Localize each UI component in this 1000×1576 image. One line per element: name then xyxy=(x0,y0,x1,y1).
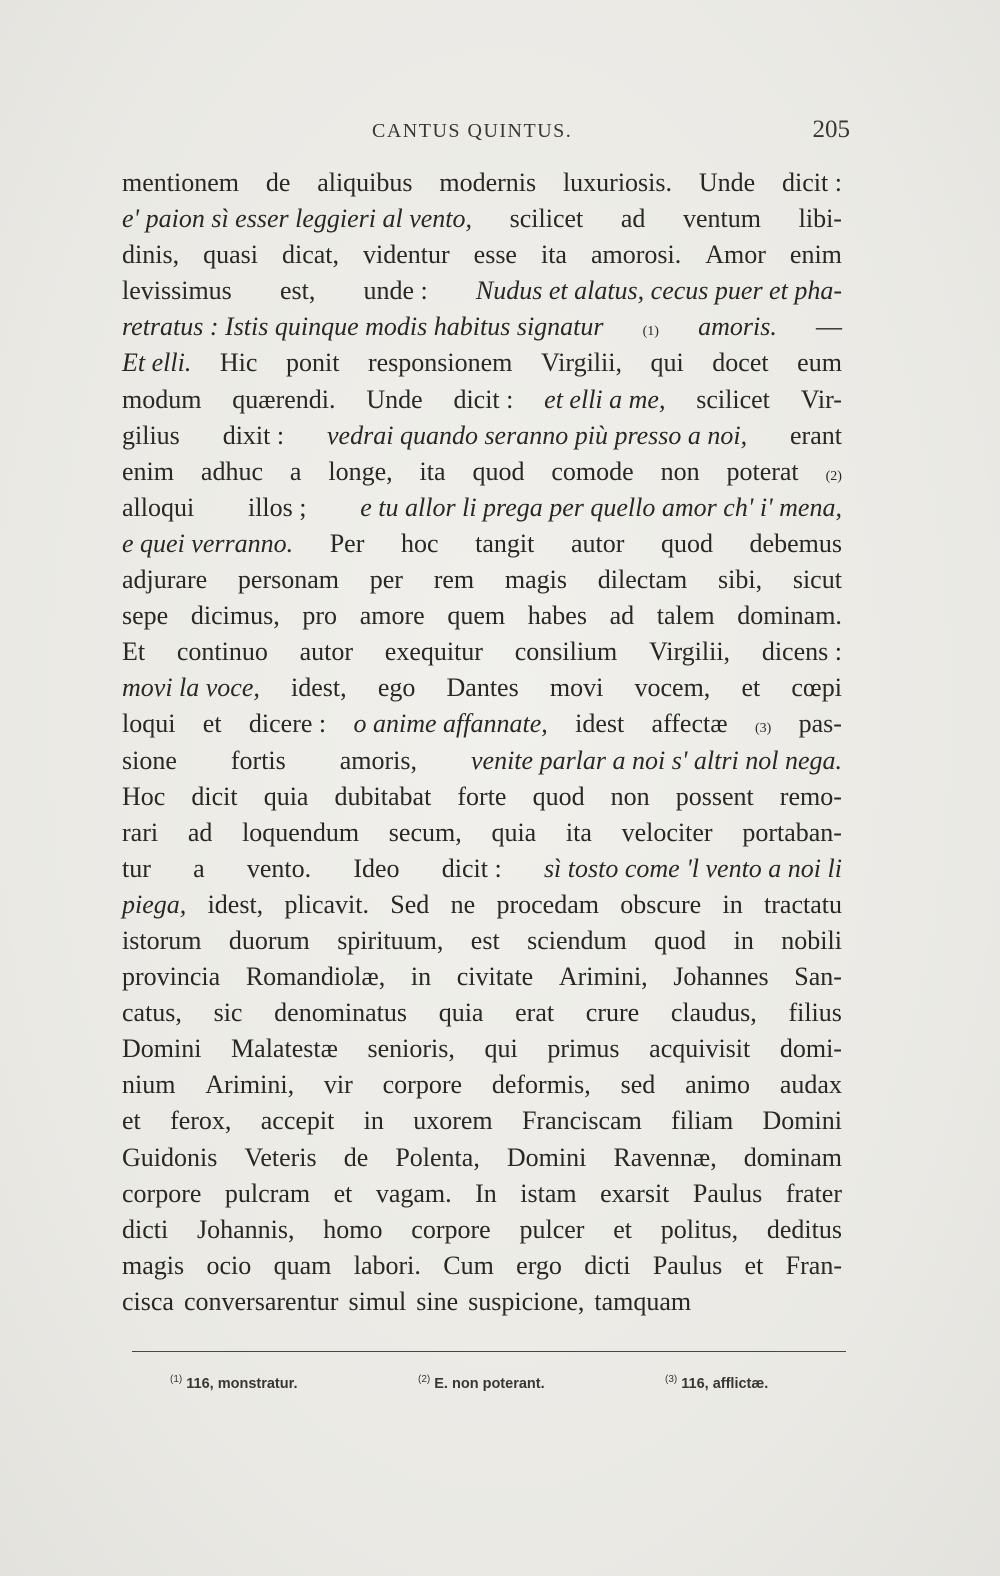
text-segment: dicimus, xyxy=(190,601,280,631)
text-line: enim adhuc a longe, ita quod comode non poterat (2) xyxy=(122,454,842,490)
text-segment: dilectam xyxy=(597,565,688,595)
text-segment: et xyxy=(744,1250,764,1280)
text-segment: autor xyxy=(570,528,625,558)
text-segment: quem xyxy=(447,601,506,631)
text-segment: quod xyxy=(654,925,707,955)
text-segment: mentionem xyxy=(122,168,239,197)
text-segment: longe, xyxy=(328,456,393,486)
text-segment: a xyxy=(289,456,302,486)
text-segment: istam xyxy=(520,1178,577,1208)
text-segment: modum xyxy=(122,384,202,414)
text-segment: loqui xyxy=(122,709,176,739)
text-segment: nium xyxy=(122,1070,176,1100)
text-segment: Nudus et alatus, cecus puer et pha- xyxy=(475,276,842,306)
text-segment: docet xyxy=(712,348,769,378)
text-line xyxy=(122,851,842,887)
text-line xyxy=(122,237,842,273)
text-segment: claudus, xyxy=(670,998,757,1028)
text-segment: filiam xyxy=(671,1106,734,1136)
text-segment: sibi, xyxy=(718,565,763,595)
text-segment: catus, xyxy=(122,998,182,1028)
text-segment: non xyxy=(610,781,650,811)
text-segment: responsionem xyxy=(367,348,513,378)
footnote-mark: (3) xyxy=(665,1374,678,1385)
text-segment: ponit xyxy=(285,348,340,378)
text-segment: scilicet xyxy=(509,204,584,234)
text-segment: portaban- xyxy=(742,817,842,847)
text-line xyxy=(122,273,842,309)
text-segment: et xyxy=(202,709,222,739)
text-segment: duorum xyxy=(228,925,310,955)
text-segment: ocio xyxy=(206,1250,252,1280)
text-segment: Polenta, xyxy=(395,1142,480,1172)
text-segment: primus xyxy=(547,1034,620,1064)
text-segment: ego xyxy=(377,673,416,703)
text-segment: quasi xyxy=(203,240,258,270)
text-segment: sione xyxy=(122,745,177,775)
text-segment: possent xyxy=(675,781,754,811)
text-segment: exarsit xyxy=(600,1178,670,1208)
text-line xyxy=(122,995,842,1031)
text-segment: corpore xyxy=(382,1070,463,1100)
text-segment: fortis xyxy=(230,745,286,775)
text-segment: Unde xyxy=(366,384,423,414)
text-segment: Dantes xyxy=(446,673,519,703)
text-line xyxy=(122,1176,842,1212)
text-segment: sepe xyxy=(122,601,169,631)
text-segment: enim xyxy=(789,240,842,270)
text-segment: consilium xyxy=(514,637,618,667)
text-segment: istorum xyxy=(122,925,202,955)
text-segment: idest, xyxy=(207,889,264,919)
text-line xyxy=(122,1212,842,1248)
text-line xyxy=(122,1067,842,1103)
text-segment: dixit : xyxy=(222,420,285,450)
text-segment: piega, xyxy=(122,889,187,919)
text-segment: senioris, xyxy=(367,1034,455,1064)
text-segment: Arimini, xyxy=(558,962,648,992)
text-segment: ad xyxy=(620,204,646,234)
text-segment: dinis, xyxy=(122,240,180,270)
text-segment: quia xyxy=(263,781,309,811)
text-segment: vento. xyxy=(246,853,312,883)
text-segment: nobili xyxy=(781,925,842,955)
text-segment: non xyxy=(660,456,700,486)
text-segment: quia xyxy=(438,998,484,1028)
text-segment: in xyxy=(722,889,743,919)
text-segment: quam xyxy=(273,1250,332,1280)
text-segment: Et xyxy=(122,637,146,667)
text-segment: qui xyxy=(650,348,684,378)
text-segment: debemus xyxy=(749,528,842,558)
text-segment: cœpi xyxy=(791,673,842,703)
footnote-mark: (1) xyxy=(170,1374,183,1385)
text-segment: rem xyxy=(433,565,475,595)
text-segment: Hoc xyxy=(122,781,166,811)
text-segment: uxorem xyxy=(413,1106,493,1136)
text-segment: magis xyxy=(504,565,567,595)
text-segment: gilius xyxy=(122,420,180,450)
footnote-text: 116, afflictæ. xyxy=(681,1376,769,1392)
text-segment: luxuriosis. xyxy=(562,168,673,197)
text-segment: quærendi. xyxy=(232,384,336,414)
text-segment: pulcer xyxy=(519,1214,585,1244)
text-segment: per xyxy=(369,565,403,595)
text-segment: Paulus xyxy=(692,1178,763,1208)
text-segment: habes xyxy=(527,601,587,631)
text-segment: in xyxy=(733,925,754,955)
text-segment: dominam. xyxy=(737,601,842,631)
text-segment: amoris. xyxy=(698,312,777,342)
text-segment: simul xyxy=(348,1286,407,1316)
text-segment: ita xyxy=(419,456,446,486)
text-segment: et xyxy=(333,1178,353,1208)
text-segment: Veteris xyxy=(244,1142,317,1172)
text-line xyxy=(122,382,842,418)
text-line xyxy=(122,1284,842,1320)
text-line: retratus : Istis quinque modis habitus signatur (1) amoris. — xyxy=(122,309,842,345)
text-segment: Vir- xyxy=(800,384,842,414)
text-segment: in xyxy=(410,962,432,992)
text-segment: Johannis, xyxy=(197,1214,295,1244)
text-line xyxy=(122,598,842,634)
text-segment: et xyxy=(613,1214,632,1244)
text-segment: eum xyxy=(797,348,842,378)
footnote-rule xyxy=(132,1351,846,1352)
text-segment: vir xyxy=(323,1070,353,1100)
text-line xyxy=(122,959,842,995)
text-segment: In xyxy=(475,1178,497,1208)
text-segment: qui xyxy=(484,1034,518,1064)
text-segment: Virgilii, xyxy=(649,637,731,667)
text-segment: domi- xyxy=(779,1034,842,1064)
running-head xyxy=(122,116,850,148)
text-segment: tamquam xyxy=(594,1286,692,1316)
text-segment: conversarentur xyxy=(183,1286,339,1316)
text-segment: ne xyxy=(450,889,476,919)
text-segment: dicat, xyxy=(281,240,339,270)
text-segment: animo xyxy=(685,1070,751,1100)
text-line xyxy=(122,1140,842,1176)
text-segment: et xyxy=(122,1106,141,1136)
text-segment: provincia xyxy=(122,962,221,992)
text-segment: accepit xyxy=(260,1106,335,1136)
body-text xyxy=(122,165,842,1320)
text-segment: adjurare xyxy=(122,565,208,595)
footnote-text: E. non poterant. xyxy=(434,1376,545,1392)
text-segment: o anime affannate, xyxy=(353,709,548,739)
text-segment: rari xyxy=(122,817,159,847)
text-segment: e quei verranno. xyxy=(122,528,294,558)
text-segment: comode xyxy=(551,456,634,486)
text-segment: frater xyxy=(785,1178,842,1208)
text-segment: e' paion sì esser leggieri al vento, xyxy=(122,204,472,234)
text-segment: unde : xyxy=(363,276,428,306)
text-segment: quod xyxy=(660,528,713,558)
footnotes xyxy=(170,1376,830,1400)
text-segment: modernis xyxy=(439,168,537,197)
text-line xyxy=(122,887,842,923)
text-segment: sciendum xyxy=(527,925,627,955)
text-segment: homo xyxy=(323,1214,383,1244)
text-segment: Romandiolæ, xyxy=(245,962,386,992)
text-segment: Sed xyxy=(390,889,430,919)
text-segment: Et elli. xyxy=(122,348,192,378)
text-segment: sed xyxy=(620,1070,656,1100)
text-segment: dicti xyxy=(584,1250,631,1280)
text-segment: filius xyxy=(788,998,842,1028)
text-segment: sic xyxy=(213,998,243,1028)
text-line xyxy=(122,490,842,526)
text-segment: quod xyxy=(532,781,585,811)
text-segment: alloqui xyxy=(122,492,195,522)
text-segment: illos ; xyxy=(247,492,307,522)
text-segment: poterat xyxy=(726,456,799,486)
text-segment: acquivisit xyxy=(649,1034,751,1064)
text-segment: pro xyxy=(302,601,338,631)
text-segment: Ideo xyxy=(353,853,400,883)
text-segment: tangit xyxy=(475,528,535,558)
text-segment: pulcram xyxy=(224,1178,311,1208)
text-segment: movi xyxy=(549,673,604,703)
text-segment: remo- xyxy=(779,781,842,811)
text-segment: ferox, xyxy=(170,1106,232,1136)
text-segment: Ravennæ, xyxy=(613,1142,717,1172)
text-segment: Amor xyxy=(705,240,766,270)
text-segment: ita xyxy=(540,240,567,270)
text-segment: ad xyxy=(187,817,213,847)
text-segment: quia xyxy=(491,817,537,847)
text-segment: dicit : xyxy=(441,853,502,883)
text-segment: scilicet xyxy=(696,384,770,414)
text-segment: sicut xyxy=(792,565,842,595)
text-segment: sine xyxy=(416,1286,459,1316)
text-segment: dicit : xyxy=(453,384,514,414)
text-segment: dicti xyxy=(122,1214,169,1244)
text-segment: ergo xyxy=(516,1250,562,1280)
text-segment: Domini xyxy=(506,1142,587,1172)
running-title: CANTUS QUINTUS. xyxy=(372,120,573,142)
text-segment: dominam xyxy=(743,1142,842,1172)
text-line: loqui et dicere : o anime affannate, idest affectæ (3) pas- xyxy=(122,706,842,742)
text-segment: loquendum xyxy=(242,817,360,847)
text-segment: Arimini, xyxy=(205,1070,295,1100)
text-segment: et elli a me, xyxy=(544,384,666,414)
text-segment: in xyxy=(363,1106,384,1136)
text-segment: magis xyxy=(122,1250,185,1280)
text-segment: dubitabat xyxy=(334,781,432,811)
text-segment: et xyxy=(741,673,761,703)
text-segment: amoris, xyxy=(339,745,418,775)
text-segment: tractatu xyxy=(764,889,842,919)
text-segment: labori. xyxy=(353,1250,421,1280)
text-segment: talem xyxy=(656,601,715,631)
text-segment: Paulus xyxy=(652,1250,723,1280)
text-segment: pas- xyxy=(798,709,842,739)
text-segment: idest xyxy=(575,709,625,739)
text-segment: Malatestæ xyxy=(231,1034,338,1064)
text-segment: e tu allor li prega per quello amor ch' i' mena, xyxy=(360,492,842,522)
text-segment: de xyxy=(265,168,291,197)
text-line xyxy=(122,670,842,706)
text-segment: dicens : xyxy=(761,637,842,667)
text-segment: libi- xyxy=(798,204,842,234)
footnote-2 xyxy=(418,1376,545,1392)
text-segment: affectæ xyxy=(651,709,728,739)
text-segment: San- xyxy=(794,962,842,992)
text-segment: forte xyxy=(457,781,507,811)
text-segment: idest, xyxy=(291,673,347,703)
text-segment: amore xyxy=(359,601,425,631)
text-segment: vagam. xyxy=(375,1178,452,1208)
footnote-3 xyxy=(665,1376,768,1392)
text-segment: secum, xyxy=(388,817,462,847)
text-segment: erant xyxy=(790,420,842,450)
text-segment: plicavit. xyxy=(284,889,369,919)
text-line xyxy=(122,1103,842,1139)
text-segment: Hic xyxy=(219,348,258,378)
text-line xyxy=(122,815,842,851)
text-segment: Franciscam xyxy=(521,1106,642,1136)
text-segment: movi la voce, xyxy=(122,673,260,703)
text-segment: venite parlar a noi s' altri nol nega. xyxy=(471,745,842,775)
text-segment: Virgilii, xyxy=(540,348,622,378)
text-segment: autor xyxy=(299,637,354,667)
footnote-1 xyxy=(170,1376,297,1392)
text-segment: a xyxy=(193,853,205,883)
text-segment: levissimus xyxy=(122,276,232,306)
text-segment: politus, xyxy=(660,1214,739,1244)
text-line xyxy=(122,418,842,454)
text-segment: Johannes xyxy=(673,962,769,992)
text-line xyxy=(122,562,842,598)
text-segment: sì tosto come 'l vento a noi li xyxy=(543,853,842,883)
text-segment: audax xyxy=(779,1070,842,1100)
text-line xyxy=(122,634,842,670)
text-line xyxy=(122,743,842,779)
text-line xyxy=(122,345,842,381)
text-segment: vocem, xyxy=(634,673,711,703)
text-segment: — xyxy=(815,312,842,342)
text-segment: ventum xyxy=(683,204,762,234)
text-segment: amorosi. xyxy=(590,240,682,270)
text-segment: erat xyxy=(515,998,555,1028)
text-segment: aliquibus xyxy=(317,168,413,197)
text-segment: est xyxy=(470,925,500,955)
text-segment: retratus : Istis quinque modis habitus signatur xyxy=(122,312,604,342)
text-segment: esse xyxy=(473,240,517,270)
text-line xyxy=(122,201,842,237)
text-line xyxy=(122,923,842,959)
text-segment: Guidonis xyxy=(122,1142,218,1172)
text-line xyxy=(122,1248,842,1284)
footnote-text: 116, monstratur. xyxy=(186,1376,298,1392)
text-line xyxy=(122,1031,842,1067)
text-line xyxy=(122,526,842,562)
text-segment: obscure xyxy=(620,889,702,919)
text-segment: est, xyxy=(279,276,316,306)
text-segment: de xyxy=(343,1142,369,1172)
text-segment: dicere : xyxy=(248,709,327,739)
text-segment: spirituum, xyxy=(337,925,444,955)
text-segment: exequitur xyxy=(384,637,483,667)
text-segment: suspicione, xyxy=(468,1286,585,1316)
text-segment: dicit : xyxy=(782,168,842,197)
text-segment: denominatus xyxy=(274,998,408,1028)
text-segment: Domini xyxy=(122,1034,202,1064)
text-segment: civitate xyxy=(456,962,534,992)
footnote-mark: (2) xyxy=(418,1374,431,1385)
text-segment: ad xyxy=(609,601,635,631)
text-segment: velociter xyxy=(621,817,713,847)
text-segment: continuo xyxy=(176,637,268,667)
text-segment: Per xyxy=(329,528,365,558)
text-segment: Fran- xyxy=(785,1250,842,1280)
text-segment: cisca xyxy=(122,1286,174,1316)
text-segment: videntur xyxy=(363,240,450,270)
text-segment: vedrai quando seranno più presso a noi, xyxy=(327,420,748,450)
text-segment: personam xyxy=(237,565,340,595)
text-segment: hoc xyxy=(400,528,439,558)
text-segment: tur xyxy=(122,853,151,883)
text-segment: adhuc xyxy=(200,456,263,486)
text-line xyxy=(122,779,842,815)
text-segment: Unde xyxy=(698,168,756,197)
text-segment: dicit xyxy=(191,781,238,811)
page-number: 205 xyxy=(812,116,850,143)
text-segment: deditus xyxy=(766,1214,842,1244)
text-segment: crure xyxy=(585,998,640,1028)
text-segment: corpore xyxy=(122,1178,202,1208)
text-segment: ita xyxy=(565,817,592,847)
text-segment: Cum xyxy=(443,1250,494,1280)
text-segment: procedam xyxy=(496,889,599,919)
text-segment: Domini xyxy=(762,1106,842,1136)
text-segment: corpore xyxy=(411,1214,491,1244)
text-segment: deformis, xyxy=(491,1070,591,1100)
text-segment: quod xyxy=(472,456,525,486)
text-segment: enim xyxy=(122,456,174,486)
text-line xyxy=(122,165,842,201)
